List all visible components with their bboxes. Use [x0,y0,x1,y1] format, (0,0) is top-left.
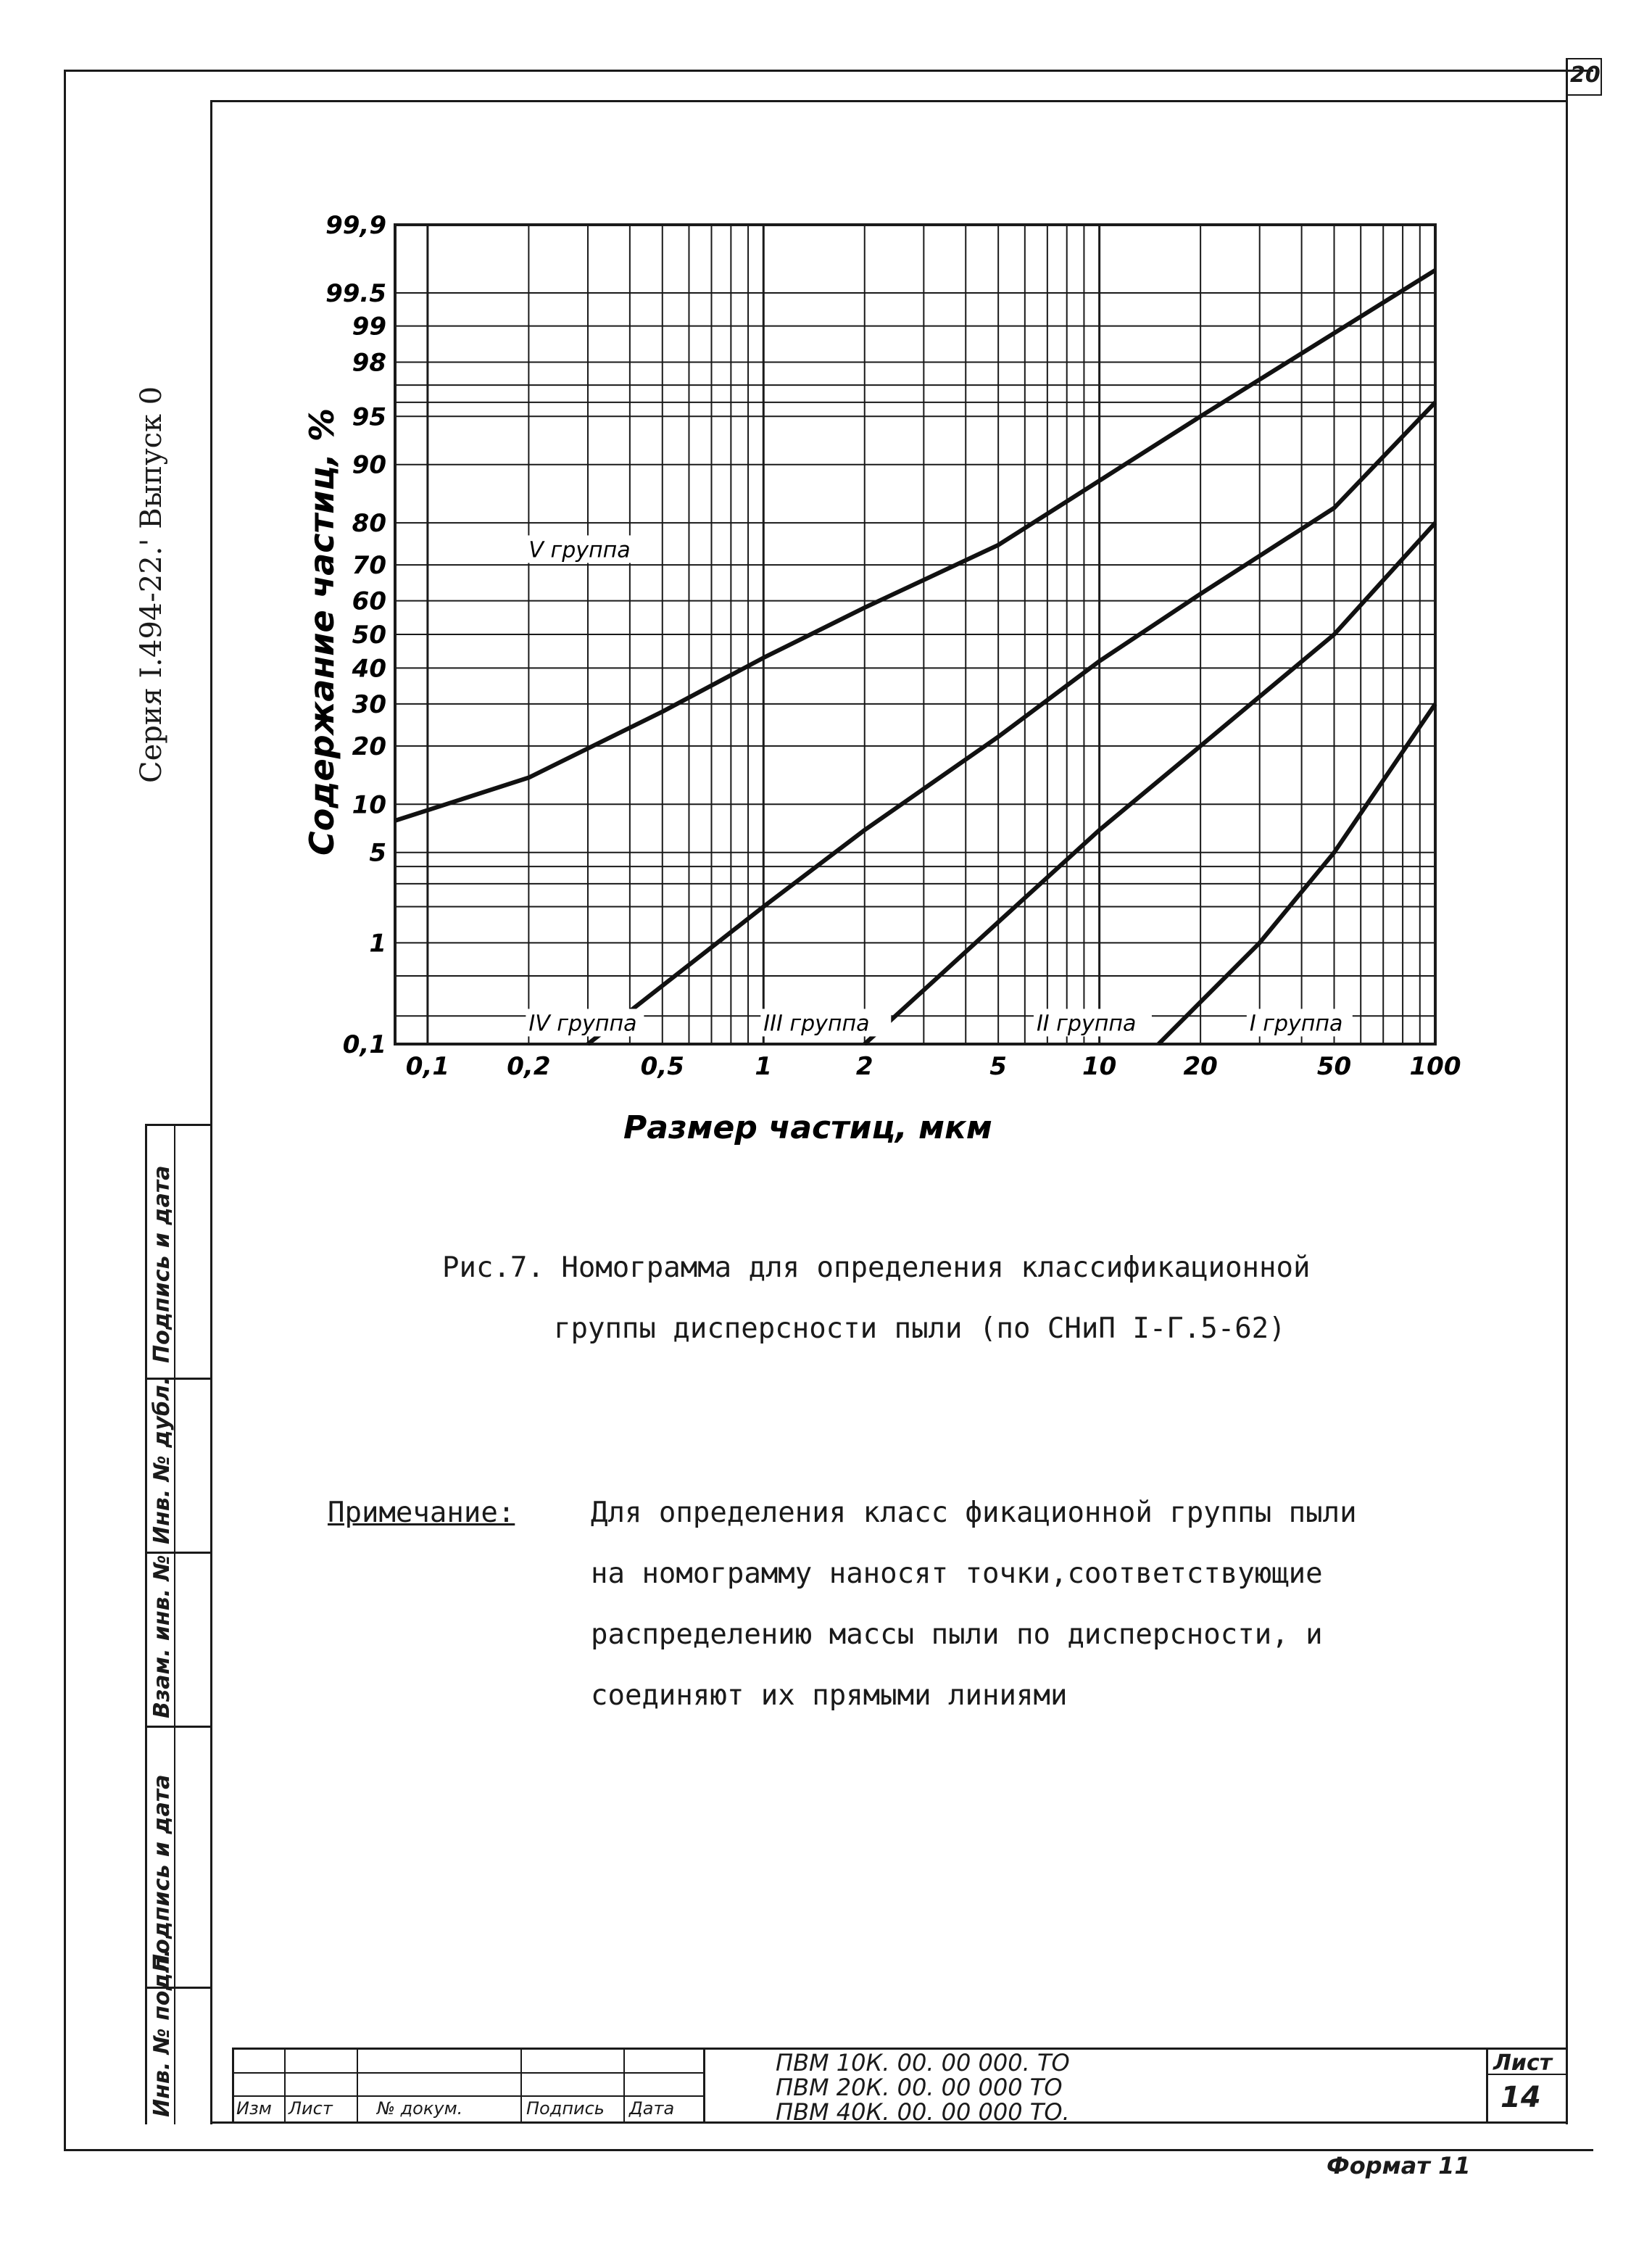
tb-header-doc: № докум. [377,2098,463,2119]
stamp-label-sign-date-2: Подпись и дата [149,1774,175,1972]
note-line2: на номограмму наносят точки,соответствующие [591,1557,1323,1590]
x-tick-label: 100 [1409,1052,1461,1081]
x-tick-label: 1 [755,1052,773,1081]
figure-caption-line2: группы дисперсности пыли (по СНиП I-Г.5-62) [554,1312,1286,1345]
y-tick-label: 60 [352,587,386,616]
curve-label: IV группа [528,1011,637,1037]
tb-sheet-number: 14 [1501,2081,1541,2114]
y-tick-label: 95 [352,402,386,432]
y-axis-label: Содержание частиц, % [302,407,341,856]
x-tick-label: 50 [1316,1052,1352,1081]
tb-header-izm: Изм [236,2098,272,2119]
outer-frame-top [64,70,1593,72]
y-tick-label: 5 [369,838,386,868]
stamp-label-dup-inv: Инв. № дубл. [149,1376,175,1544]
curve-label: V группа [528,537,631,563]
curve-label: II группа [1036,1011,1137,1037]
y-tick-label: 70 [352,551,386,581]
tb-doc-code-3: ПВМ 40К. 00. 00 000 ТО. [776,2098,1070,2126]
format-label: Формат 11 [1327,2152,1471,2179]
y-tick-label: 10 [352,790,386,820]
note-line4: соединяют их прямыми линиями [591,1679,1068,1712]
x-axis-label: Размер частиц, мкм [623,1109,992,1146]
y-tick-label: 50 [352,621,386,650]
outer-frame-left [64,70,66,2150]
y-tick-label: 40 [352,654,386,684]
inner-frame-right [1566,58,1568,2124]
x-tick-label: 5 [989,1052,1007,1081]
series-line [588,402,1435,1044]
stamp-label-replace-inv: Взам. инв. № [149,1554,175,1718]
tb-header-date: Дата [629,2098,675,2119]
note-line3: распределению массы пыли по дисперсности, и [591,1618,1323,1651]
y-tick-label: 30 [352,690,386,719]
curve-label: I группа [1249,1011,1343,1037]
stamp-label-sign-date-1: Подпись и дата [149,1165,175,1363]
y-tick-label: 99 [352,312,386,341]
tb-doc-code-2: ПВМ 20К. 00. 00 000 ТО [776,2074,1063,2101]
x-tick-label: 0,1 [405,1052,450,1081]
y-tick-label: 1 [369,929,386,959]
x-tick-label: 20 [1183,1052,1218,1081]
y-tick-label: 20 [352,732,386,761]
tb-header-sign: Подпись [526,2098,605,2119]
curve-label: III группа [763,1011,870,1037]
outer-frame-bottom [64,2149,1593,2151]
inner-frame-top [210,100,1566,102]
corner-number: 20 [1570,62,1601,88]
note-label: Примечание: [328,1496,515,1529]
x-tick-label: 0,2 [507,1052,551,1081]
y-tick-label: 80 [352,509,386,539]
series-side-text: Серия I.494-22.' Выпуск 0 [135,386,168,783]
nomogram-chart [217,210,1493,1167]
y-tick-label: 90 [352,450,386,480]
y-tick-label: 99.5 [325,279,386,309]
tb-sheet-label: Лист [1493,2050,1553,2076]
y-tick-label: 0,1 [342,1030,386,1059]
tb-doc-code-1: ПВМ 10К. 00. 00 000. ТО [776,2049,1070,2077]
x-tick-label: 10 [1082,1052,1117,1081]
y-tick-label: 99,9 [325,211,386,240]
figure-caption-line1: Рис.7. Номограмма для определения классификационной [442,1251,1311,1284]
y-tick-label: 98 [352,348,386,378]
x-tick-label: 2 [855,1052,873,1081]
note-line1: Для определения класс фикационной группы пыли [591,1496,1357,1529]
stamp-label-orig-inv: Инв. № подл. [149,1948,175,2117]
x-tick-label: 0,5 [640,1052,684,1081]
tb-header-list: Лист [289,2098,333,2119]
